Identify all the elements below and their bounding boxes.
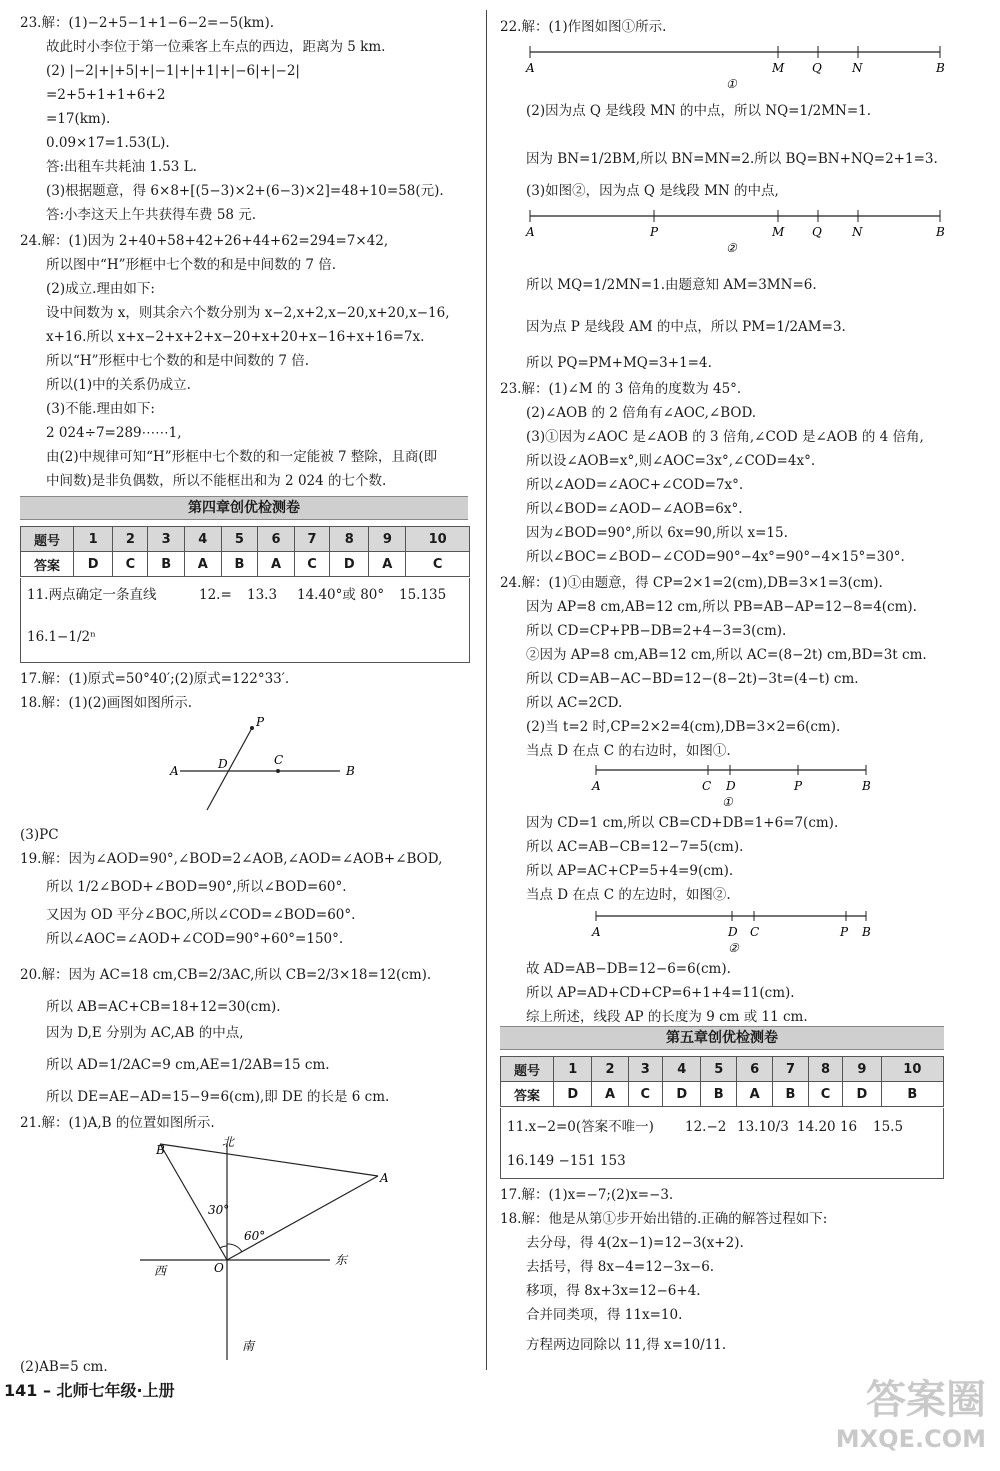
ch4-answer-cell-6: A	[258, 552, 295, 577]
r-q24c-line: 故 AD=AB−DB=12−6=6(cm).	[526, 961, 731, 977]
page-footer: 141 – 北师七年级·上册	[4, 1381, 175, 1400]
ch4-answer-cell-4: A	[184, 552, 221, 577]
l-q21-2: (2)AB=5 cm.	[20, 1359, 108, 1375]
r-q23-line: 所以∠AOD=∠AOC+∠COD=7x°.	[526, 477, 744, 493]
r-q24-line: 当点 D 在点 C 的右边时，如图①.	[526, 743, 731, 759]
r-q24c-line: 所以 AP=AD+CD+CP=6+1+4=11(cm).	[526, 985, 795, 1001]
ch5-header-cell-1: 1	[554, 1057, 592, 1082]
l-q24-line: 由(2)中规律可知“H”形框中七个数的和一定能被 7 整除，且商(即	[46, 449, 438, 465]
fig4-B: B	[862, 925, 871, 939]
ch4-header-cell-3: 3	[148, 527, 184, 552]
l-q19-line: 又因为 OD 平分∠BOC,所以∠COD=∠BOD=60°.	[46, 907, 356, 923]
fig1-M: M	[772, 61, 785, 75]
ch4-header-cell-9: 9	[369, 527, 406, 552]
r-q22-line: 22.解：(1)作图如图①所示.	[500, 19, 667, 35]
r-q24b-line: 因为 CD=1 cm,所以 CB=CD+DB=1+6=7(cm).	[526, 815, 839, 831]
fig4-D: D	[728, 925, 738, 939]
l-q24-line: 24.解：(1)因为 2+40+58+42+26+44+62=294=7×42,	[20, 233, 389, 249]
ch4-answer-cell-9: A	[369, 552, 406, 577]
l-q24-line: 所以“H”形框中七个数的和是中间数的 7 倍.	[46, 353, 310, 369]
fig3-P: P	[794, 779, 803, 793]
ch5-header-cell-5: 5	[701, 1057, 737, 1082]
ch5-header-cell-2: 2	[592, 1057, 628, 1082]
r-q23-line: 所以∠BOC=∠BOD−∠COD=90°−4x°=90°−4×15°=30°.	[526, 549, 905, 565]
fig2-P: P	[650, 225, 659, 239]
chapter4-fill-box	[20, 578, 470, 663]
r-q22-line: (2)因为点 Q 是线段 MN 的中点，所以 NQ=1/2MN=1.	[526, 103, 872, 119]
fig18-label-A: A	[170, 764, 179, 778]
ch5-header-cell-10: 10	[881, 1057, 943, 1082]
fig2-Q: Q	[812, 225, 822, 239]
fig2-B: B	[936, 225, 945, 239]
fig18-label-P: P	[256, 715, 265, 729]
ch4-fill-13: 13.3	[247, 587, 278, 603]
ch5-fill-11: 11.x−2=0(答案不唯一)	[507, 1119, 654, 1135]
l-q18: 18.解：(1)(2)画图如图所示.	[20, 695, 193, 711]
fig21-label-north: 北	[222, 1135, 235, 1149]
chapter5-fill-box	[500, 1108, 944, 1179]
r-q24-line: 所以 CD=AB−AC−BD=12−(8−2t)−3t=(4−t) cm.	[526, 671, 859, 687]
l-q23-line: 故此时小李位于第一位乘客上车点的西边，距离为 5 km.	[46, 39, 386, 55]
l-q24-line: 所以(1)中的关系仍成立.	[46, 377, 191, 393]
ch4-answer-cell-2: C	[113, 552, 148, 577]
l-q24-line: 设中间数为 x，则其余六个数分别为 x−2,x+2,x−20,x+20,x−16,	[46, 305, 450, 321]
watermark-url: MXQE.COM	[835, 1425, 986, 1453]
ch5-fill-13: 13.10/3	[737, 1119, 789, 1135]
ch4-fill-15: 15.135	[399, 587, 447, 603]
ch5-fill-12: 12.−2	[685, 1119, 727, 1135]
ch5-fill-14: 14.20 16	[797, 1119, 858, 1135]
l-q24-line: 2 024÷7=289⋯⋯1,	[46, 425, 182, 441]
fig2-A: A	[526, 225, 535, 239]
ch5-answer-cell-1: D	[554, 1082, 592, 1107]
r-q22-line: 因为点 P 是线段 AM 的中点，所以 PM=1/2AM=3.	[526, 319, 846, 335]
l-q24-line: 所以图中“H”形框中七个数的和是中间数的 7 倍.	[46, 257, 337, 273]
r-q23-line: (3)①因为∠AOC 是∠AOB 的 3 倍角,∠COD 是∠AOB 的 4 倍角,	[526, 429, 924, 445]
r-q18-line: 合并同类项，得 11x=10.	[526, 1307, 683, 1323]
ch5-answer-cell-2: A	[592, 1082, 628, 1107]
r-q24-line: ②因为 AP=8 cm,AB=12 cm,所以 AC=(8−2t) cm,BD=3t cm.	[526, 647, 927, 663]
l-q20-line: 所以 DE=AE−AD=15−9=6(cm),即 DE 的长是 6 cm.	[46, 1089, 390, 1105]
fig18-label-D: D	[218, 757, 228, 771]
ch4-answer-cell-8: D	[330, 552, 369, 577]
r-q24c-line: 综上所述，线段 AP 的长度为 9 cm 或 11 cm.	[526, 1009, 808, 1025]
ch5-answer-cell-4: D	[662, 1082, 700, 1107]
r-q24-line: (2)当 t=2 时,CP=2×2=4(cm),DB=3×2=6(cm).	[526, 719, 841, 735]
l-q17: 17.解：(1)原式=50°40′;(2)原式=122°33′.	[20, 671, 290, 687]
l-q19-line: 所以∠AOC=∠AOD+∠COD=90°+60°=150°.	[46, 931, 344, 947]
ch4-answer-cell-5: B	[221, 552, 257, 577]
ch5-header-cell-9: 9	[843, 1057, 881, 1082]
fig21-label-O: O	[214, 1261, 224, 1275]
l-q23-line: =2+5+1+1+6+2	[46, 87, 166, 103]
ch4-answer-cell-7: C	[294, 552, 329, 577]
fig18-label-B: B	[346, 764, 355, 778]
l-q23-line: (3)根据题意，得 6×8+[(5−3)×2+(6−3)×2]=48+10=58(元).	[46, 183, 444, 199]
ch5-answer-cell-8: C	[808, 1082, 842, 1107]
fig21-label-east: 东	[335, 1253, 348, 1267]
fig3-D: D	[726, 779, 736, 793]
l-q20-line: 所以 AB=AC+CB=18+12=30(cm).	[46, 999, 281, 1015]
r-q24-line: 所以 AC=2CD.	[526, 695, 623, 711]
r-q18-line: 去括号，得 8x−4=12−3x−6.	[526, 1259, 715, 1275]
fig4-P: P	[840, 925, 849, 939]
r-q18-line: 移项，得 8x+3x=12−6+4.	[526, 1283, 701, 1299]
l-q23-line: (2) |−2|+|+5|+|−1|+|+1|+|−6|+|−2|	[46, 63, 300, 79]
ch5-header-cell-0: 题号	[501, 1057, 554, 1082]
ch4-fill-11: 11.两点确定一条直线	[27, 587, 157, 603]
watermark-logo: 答案圈	[866, 1377, 986, 1423]
r-q22-line: (3)如图②，因为点 Q 是线段 MN 的中点,	[526, 183, 779, 199]
r-q22-line: 所以 PQ=PM+MQ=3+1=4.	[526, 355, 712, 371]
l-q19-line: 19.解：因为∠AOD=90°,∠BOD=2∠AOB,∠AOD=∠AOB+∠BOD,	[20, 851, 443, 867]
chapter4-answer-table	[20, 526, 470, 577]
ch4-answer-cell-1: D	[74, 552, 113, 577]
fig4-A: A	[592, 925, 601, 939]
ch5-answer-cell-10: B	[881, 1082, 943, 1107]
ch5-answer-cell-3: C	[628, 1082, 662, 1107]
fig2-M: M	[772, 225, 785, 239]
fig18-label-C: C	[274, 753, 284, 767]
fig1-Q: Q	[812, 61, 822, 75]
r-q22-line: 所以 MQ=1/2MN=1.由题意知 AM=3MN=6.	[526, 277, 817, 293]
fig3-A: A	[592, 779, 601, 793]
fig1-N: N	[852, 61, 863, 75]
l-q23-line: 答:小李这天上午共获得车费 58 元.	[46, 207, 257, 223]
ch4-header-cell-7: 7	[294, 527, 329, 552]
r-q23-line: 所以设∠AOB=x°,则∠AOC=3x°,∠COD=4x°.	[526, 453, 816, 469]
q18-figure	[160, 714, 370, 814]
fig3-number: ①	[722, 795, 733, 809]
fig3-B: B	[862, 779, 871, 793]
ch5-header-cell-3: 3	[628, 1057, 662, 1082]
ch4-header-cell-6: 6	[258, 527, 295, 552]
fig2-N: N	[852, 225, 863, 239]
r-q17: 17.解：(1)x=−7;(2)x=−3.	[500, 1187, 674, 1203]
fig1-A: A	[526, 61, 535, 75]
l-q18-3: (3)PC	[20, 827, 59, 843]
fig4-number: ②	[728, 941, 739, 955]
r-q24-line: 因为 AP=8 cm,AB=12 cm,所以 PB=AB−AP=12−8=4(cm).	[526, 599, 917, 615]
fig4-C: C	[750, 925, 760, 939]
q21-figure	[130, 1132, 389, 1362]
r-q24b-line: 所以 AC=AB−CB=12−7=5(cm).	[526, 839, 744, 855]
fig2-number: ②	[726, 241, 737, 255]
q24-figure-1	[590, 762, 890, 808]
ch4-header-cell-1: 1	[74, 527, 113, 552]
fig21-angle-30: 30°	[208, 1203, 230, 1217]
watermark	[836, 1368, 986, 1453]
ch5-header-cell-6: 6	[737, 1057, 773, 1082]
chapter5-answer-table	[500, 1056, 944, 1107]
ch5-answer-cell-6: A	[737, 1082, 773, 1107]
q24-figure-2	[590, 908, 890, 954]
l-q20-line: 所以 AD=1/2AC=9 cm,AE=1/2AB=15 cm.	[46, 1057, 330, 1073]
l-q21: 21.解：(1)A,B 的位置如图所示.	[20, 1115, 215, 1131]
fig21-label-south: 南	[242, 1339, 255, 1353]
ch5-answer-cell-9: D	[843, 1082, 881, 1107]
l-q23-line: 23.解：(1)−2+5−1+1−6−2=−5(km).	[20, 15, 275, 31]
ch4-answer-cell-0: 答案	[21, 552, 74, 577]
fig21-label-B: B	[156, 1143, 165, 1157]
r-q18-line: 18.解：他是从第①步开始出错的.正确的解答过程如下:	[500, 1211, 828, 1227]
r-q23-line: 23.解：(1)∠M 的 3 倍角的度数为 45°.	[500, 381, 742, 397]
ch5-answer-cell-7: B	[773, 1082, 809, 1107]
ch5-fill-15: 15.5	[873, 1119, 904, 1135]
r-q23-line: 因为∠BOD=90°,所以 6x=90,所以 x=15.	[526, 525, 788, 541]
q22-figure-2	[520, 204, 950, 254]
ch4-header-cell-4: 4	[184, 527, 221, 552]
r-q24b-line: 当点 D 在点 C 的左边时，如图②.	[526, 887, 731, 903]
r-q18-line: 方程两边同除以 11,得 x=10/11.	[526, 1337, 727, 1353]
ch4-fill-14: 14.40°或 80°	[297, 587, 385, 603]
ch5-answer-cell-5: B	[701, 1082, 737, 1107]
l-q24-line: (3)不能.理由如下:	[46, 401, 155, 417]
r-q23-line: 所以∠BOD=∠AOD−∠AOB=6x°.	[526, 501, 743, 517]
fig21-label-west: 西	[154, 1264, 167, 1278]
fig21-label-A: A	[380, 1171, 389, 1185]
fig21-angle-60: 60°	[244, 1229, 266, 1243]
fig3-C: C	[702, 779, 712, 793]
ch5-answer-cell-0: 答案	[501, 1082, 554, 1107]
r-q24-line: 所以 CD=CP+PB−DB=2+4−3=3(cm).	[526, 623, 787, 639]
l-q24-line: 中间数)是非负偶数，所以不能框出和为 2 024 的七个数.	[46, 473, 387, 489]
ch4-fill-12: 12.=	[199, 587, 232, 603]
fig1-B: B	[936, 61, 945, 75]
ch5-fill-16: 16.149 −151 153	[507, 1153, 626, 1169]
r-q22-line: 因为 BN=1/2BM,所以 BN=MN=2.所以 BQ=BN+NQ=2+1=3.	[526, 151, 938, 167]
r-q18-line: 去分母，得 4(2x−1)=12−3(x+2).	[526, 1235, 744, 1251]
r-q24b-line: 所以 AP=AC+CP=5+4=9(cm).	[526, 863, 734, 879]
column-divider	[486, 10, 487, 1370]
fig1-number: ①	[726, 77, 737, 91]
l-q20-line: 20.解：因为 AC=18 cm,CB=2/3AC,所以 CB=2/3×18=12(cm).	[20, 967, 432, 983]
l-q23-line: 答:出租车共耗油 1.53 L.	[46, 159, 197, 175]
ch4-header-cell-0: 题号	[21, 527, 74, 552]
ch4-answer-cell-3: B	[148, 552, 184, 577]
ch4-header-cell-5: 5	[221, 527, 257, 552]
l-q20-line: 因为 D,E 分别为 AC,AB 的中点,	[46, 1025, 244, 1041]
ch4-answer-cell-10: C	[406, 552, 470, 577]
chapter4-title: 第四章创优检测卷	[20, 496, 468, 520]
ch4-header-cell-10: 10	[406, 527, 470, 552]
l-q19-line: 所以 1/2∠BOD+∠BOD=90°,所以∠BOD=60°.	[46, 879, 347, 895]
chapter5-title: 第五章创优检测卷	[500, 1026, 944, 1050]
l-q24-line: (2)成立.理由如下:	[46, 281, 155, 297]
l-q24-line: x+16.所以 x+x−2+x+2+x−20+x+20+x−16+x+16=7x.	[46, 329, 425, 345]
r-q23-line: (2)∠AOB 的 2 倍角有∠AOC,∠BOD.	[526, 405, 757, 421]
ch4-fill-16: 16.1−1/2ⁿ	[27, 629, 96, 645]
ch4-header-cell-2: 2	[113, 527, 148, 552]
ch5-header-cell-7: 7	[773, 1057, 809, 1082]
ch5-header-cell-8: 8	[808, 1057, 842, 1082]
ch4-header-cell-8: 8	[330, 527, 369, 552]
r-q24-line: 24.解：(1)①由题意，得 CP=2×1=2(cm),DB=3×1=3(cm).	[500, 575, 883, 591]
ch5-header-cell-4: 4	[662, 1057, 700, 1082]
l-q23-line: 0.09×17=1.53(L).	[46, 135, 170, 151]
l-q23-line: =17(km).	[46, 111, 111, 127]
q22-figure-1	[520, 40, 950, 90]
